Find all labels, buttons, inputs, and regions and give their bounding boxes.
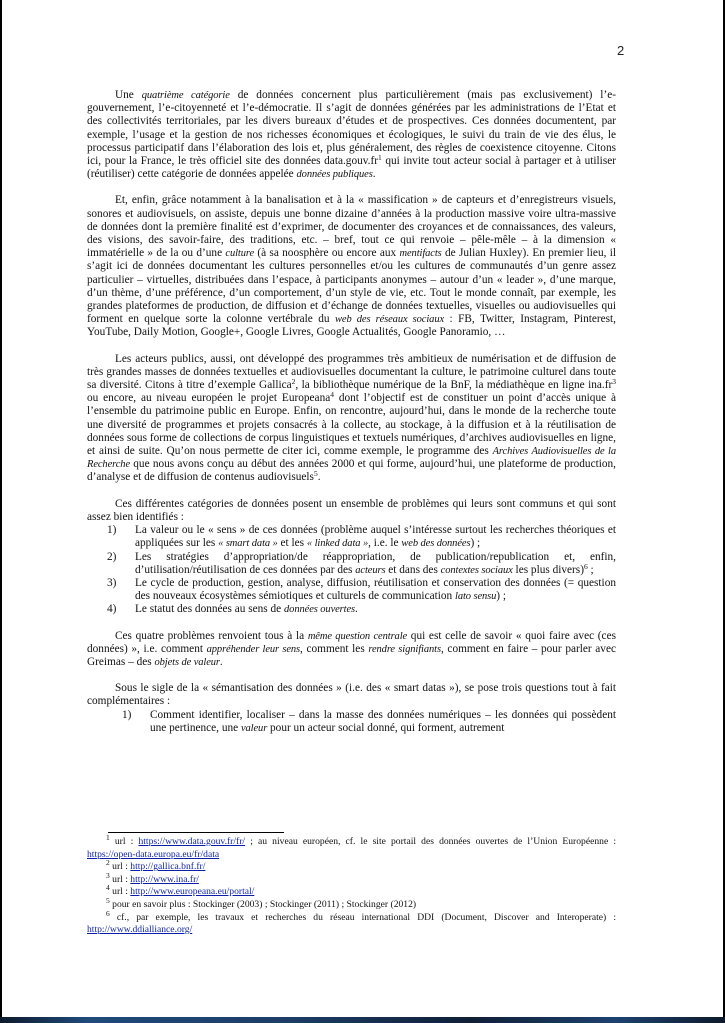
list-item: 1) La valeur ou le « sens » de ces données (problème auquel s’intéresse surtout les recherches théoriques et appliquées sur les « smart data » et les « linked data », i.e. le web des données) ; (107, 524, 616, 550)
footnote-ref-6[interactable]: 6 (583, 561, 588, 571)
questions-list (87, 709, 616, 735)
footnotes (87, 833, 616, 937)
problems-list (87, 524, 616, 616)
footnote-5: $^5$ pour en savoir plus : Stockinger (2003) ; Stockinger (2011) ; Stockinger (2012) (106, 895, 417, 910)
footnote-ref-5[interactable]: 5 (313, 469, 318, 479)
footnote-link[interactable]: http://www.ddialliance.org/ (87, 924, 193, 936)
footnote-ref-1[interactable]: 1 (378, 153, 382, 163)
paragraph-central-question: Ces quatre problèmes renvoient tous à la même question centrale qui est celle de savoir « quoi faire avec (ces données) », i.e. comment appréhender leur sens, comment les rendre signifiants, comment en faire – pour parler avec Greimas – des objets de valeur. (87, 629, 616, 668)
footnote-4: $^4$ url : http://www.europeana.eu/portal/ (106, 883, 255, 898)
footnote-link[interactable]: http://gallica.bnf.fr/ (130, 861, 206, 873)
footnote-link[interactable]: http://www.europeana.eu/portal/ (130, 886, 255, 898)
list-item: 1) Comment identifier, localiser – dans la masse des données numériques – les données qui possèdent une pertinence, une valeur pour un acteur social donné, qui forment, autrement (122, 708, 616, 734)
list-item: 4) Le statut des données au sens de données ouvertes. (107, 603, 358, 616)
footnote-link[interactable]: https://open-data.europa.eu/fr/data (87, 848, 220, 860)
paragraph-public-actors: Les acteurs publics, aussi, ont développé des programmes très ambitieux de numérisation et de diffusion de très grandes masses de données textuelles et audiovisuelles documentant la culture, le patrimoine culturel dans toute sa diversité. Citons à titre d’exemple Gallica$^2$, la bibliothèque numérique de la BnF, la médiathèque en ligne $ina.fr^3$ ou encore, au niveau européen le projet Europeana$^4$ dont l’objectif est de constituer un point d’accès unique à l’ensemble du patrimoine public en Europe. Enfin, on rencontre, aujourd’hui, dans le monde de la recherche toute une diversité de programmes et projets consacrés à la collecte, au stockage, à la diffusion et à la réutilisation de données sous forme de collections de corpus linguistiques et textuels numériques, d’archives audiovisuelles en ligne, et ainsi de suite. Qu’on nous permette de citer ici, comme exemple, le programme des Archives Audiovisuelles de la Recherche que nous avons conçu au début des années 2000 et qui forme, aujourd’hui, une plateforme de production, d’analyse et de diffusion de contenus audiovisuels$^5$. (87, 352, 616, 484)
footnote-6: $^6$ cf., par exemple, les travaux et recherches du réseau international DDI (Document, Discover and Interoperate) : http://www.ddialliance.org/ (87, 908, 616, 936)
paragraph-fourth-category: Une quatrième catégorie de données concernent plus particulièrement (mais pas exclusivement) l’e-gouvernement, l’e-citoyenneté et l’e-démocratie. Il s’agit de données générées par les administrations de l’Etat et des collectivités territoriales, par les divers bureaux d’études et de prospectives. Ces données documentent, par exemple, l’usage et la gestion de nos richesses économiques et écologiques, le suivi du train de vie des élus, le processus participatif dans l’élaboration des lois et, plus généralement, des règles de coexistence citoyenne. Citons ici, pour la France, le très officiel site des données $data.gouv.fr^1$ qui invite tout acteur social à partager et à utiliser (réutiliser) cette catégorie de données appelée données publiques. (87, 89, 616, 181)
list-item: 2) Les stratégies d’appropriation/de réappropriation, de publication/republication et, enfin, d’utilisation/réutilisation de ces données par des acteurs et dans des contextes sociaux les plus divers)$^6$ ; (107, 550, 616, 576)
footnote-ref-2[interactable]: 2 (291, 377, 296, 387)
window-border-left (0, 0, 2, 1017)
page-number: 2 (617, 43, 625, 58)
footnote-3: $^3$ url : http://www.ina.fr/ (106, 870, 199, 885)
footnote-link[interactable]: http://www.ina.fr/ (130, 873, 199, 885)
footnote-ref-4[interactable]: 4 (330, 390, 334, 400)
footnote-separator (108, 832, 284, 833)
taskbar-strip (0, 1017, 725, 1023)
footnote-2: $^2$ url : http://gallica.bnf.fr/ (106, 858, 206, 873)
paragraph-massification: Et, enfin, grâce notamment à la banalisation et à la « massification » de capteurs et d’enregistreurs visuels, sonores et audiovisuels, on assiste, depuis une bonne dizaine d’années à la production massive voire ultra-massive de données dont la première finalité est d’exprimer, de documenter des croyances et de connaissances, des valeurs, des visions, des savoir-faire, des traditions, etc. – bref, tout ce qui renvoie – pêle-mêle – à la dimension « immatérielle » de la ou d’une culture (à sa noosphère ou encore aux mentifacts de Julian Huxley). En premier lieu, il s’agit ici de données documentant les cultures personnelles et/ou les cultures de communautés d’un genre assez particulier – virtuelles, distribuées dans l’espace, à participants anonymes – autour d’un « leader », d’une marque, d’un thème, d’une préférence, d’un comportement, d’un style de vie, etc. Tout le monde connaît, par exemple, les grandes plateformes de production, de diffusion et d’échange de données textuelles, visuelles ou audiovisuelles qui forment en quelque sorte la colonne vertébrale du web des réseaux sociaux : FB, Twitter, Instagram, Pinterest, YouTube, Daily Motion, Google+, Google Livres, Google Actualités, Google Panoramio, … (87, 194, 617, 339)
footnote-1: $^1$ url : https://www.data.gouv.fr/fr/ ; au niveau européen, cf. le site portail des données ouvertes de l’Union Européenne : https://open-data.europa.eu/fr/data (87, 833, 616, 860)
footnote-link[interactable]: https://www.data.gouv.fr/fr/ (138, 836, 246, 847)
paragraph-problems-intro: Ces différentes catégories de données posent un ensemble de problèmes qui leurs sont communs et qui sont assez bien identifiés : (87, 497, 616, 523)
document-body (87, 89, 616, 748)
paragraph-semantisation: Sous le sigle de la « sémantisation des données » (i.e. des « smart datas »), se pose trois questions tout à fait complémentaires : (87, 682, 616, 708)
footnote-ref-3[interactable]: 3 (612, 377, 616, 387)
list-item: 3) Le cycle de production, gestion, analyse, diffusion, réutilisation et conservation des données (= question des nouveaux écosystèmes sémiotiques et culturels de communication lato sensu) ; (107, 576, 616, 603)
